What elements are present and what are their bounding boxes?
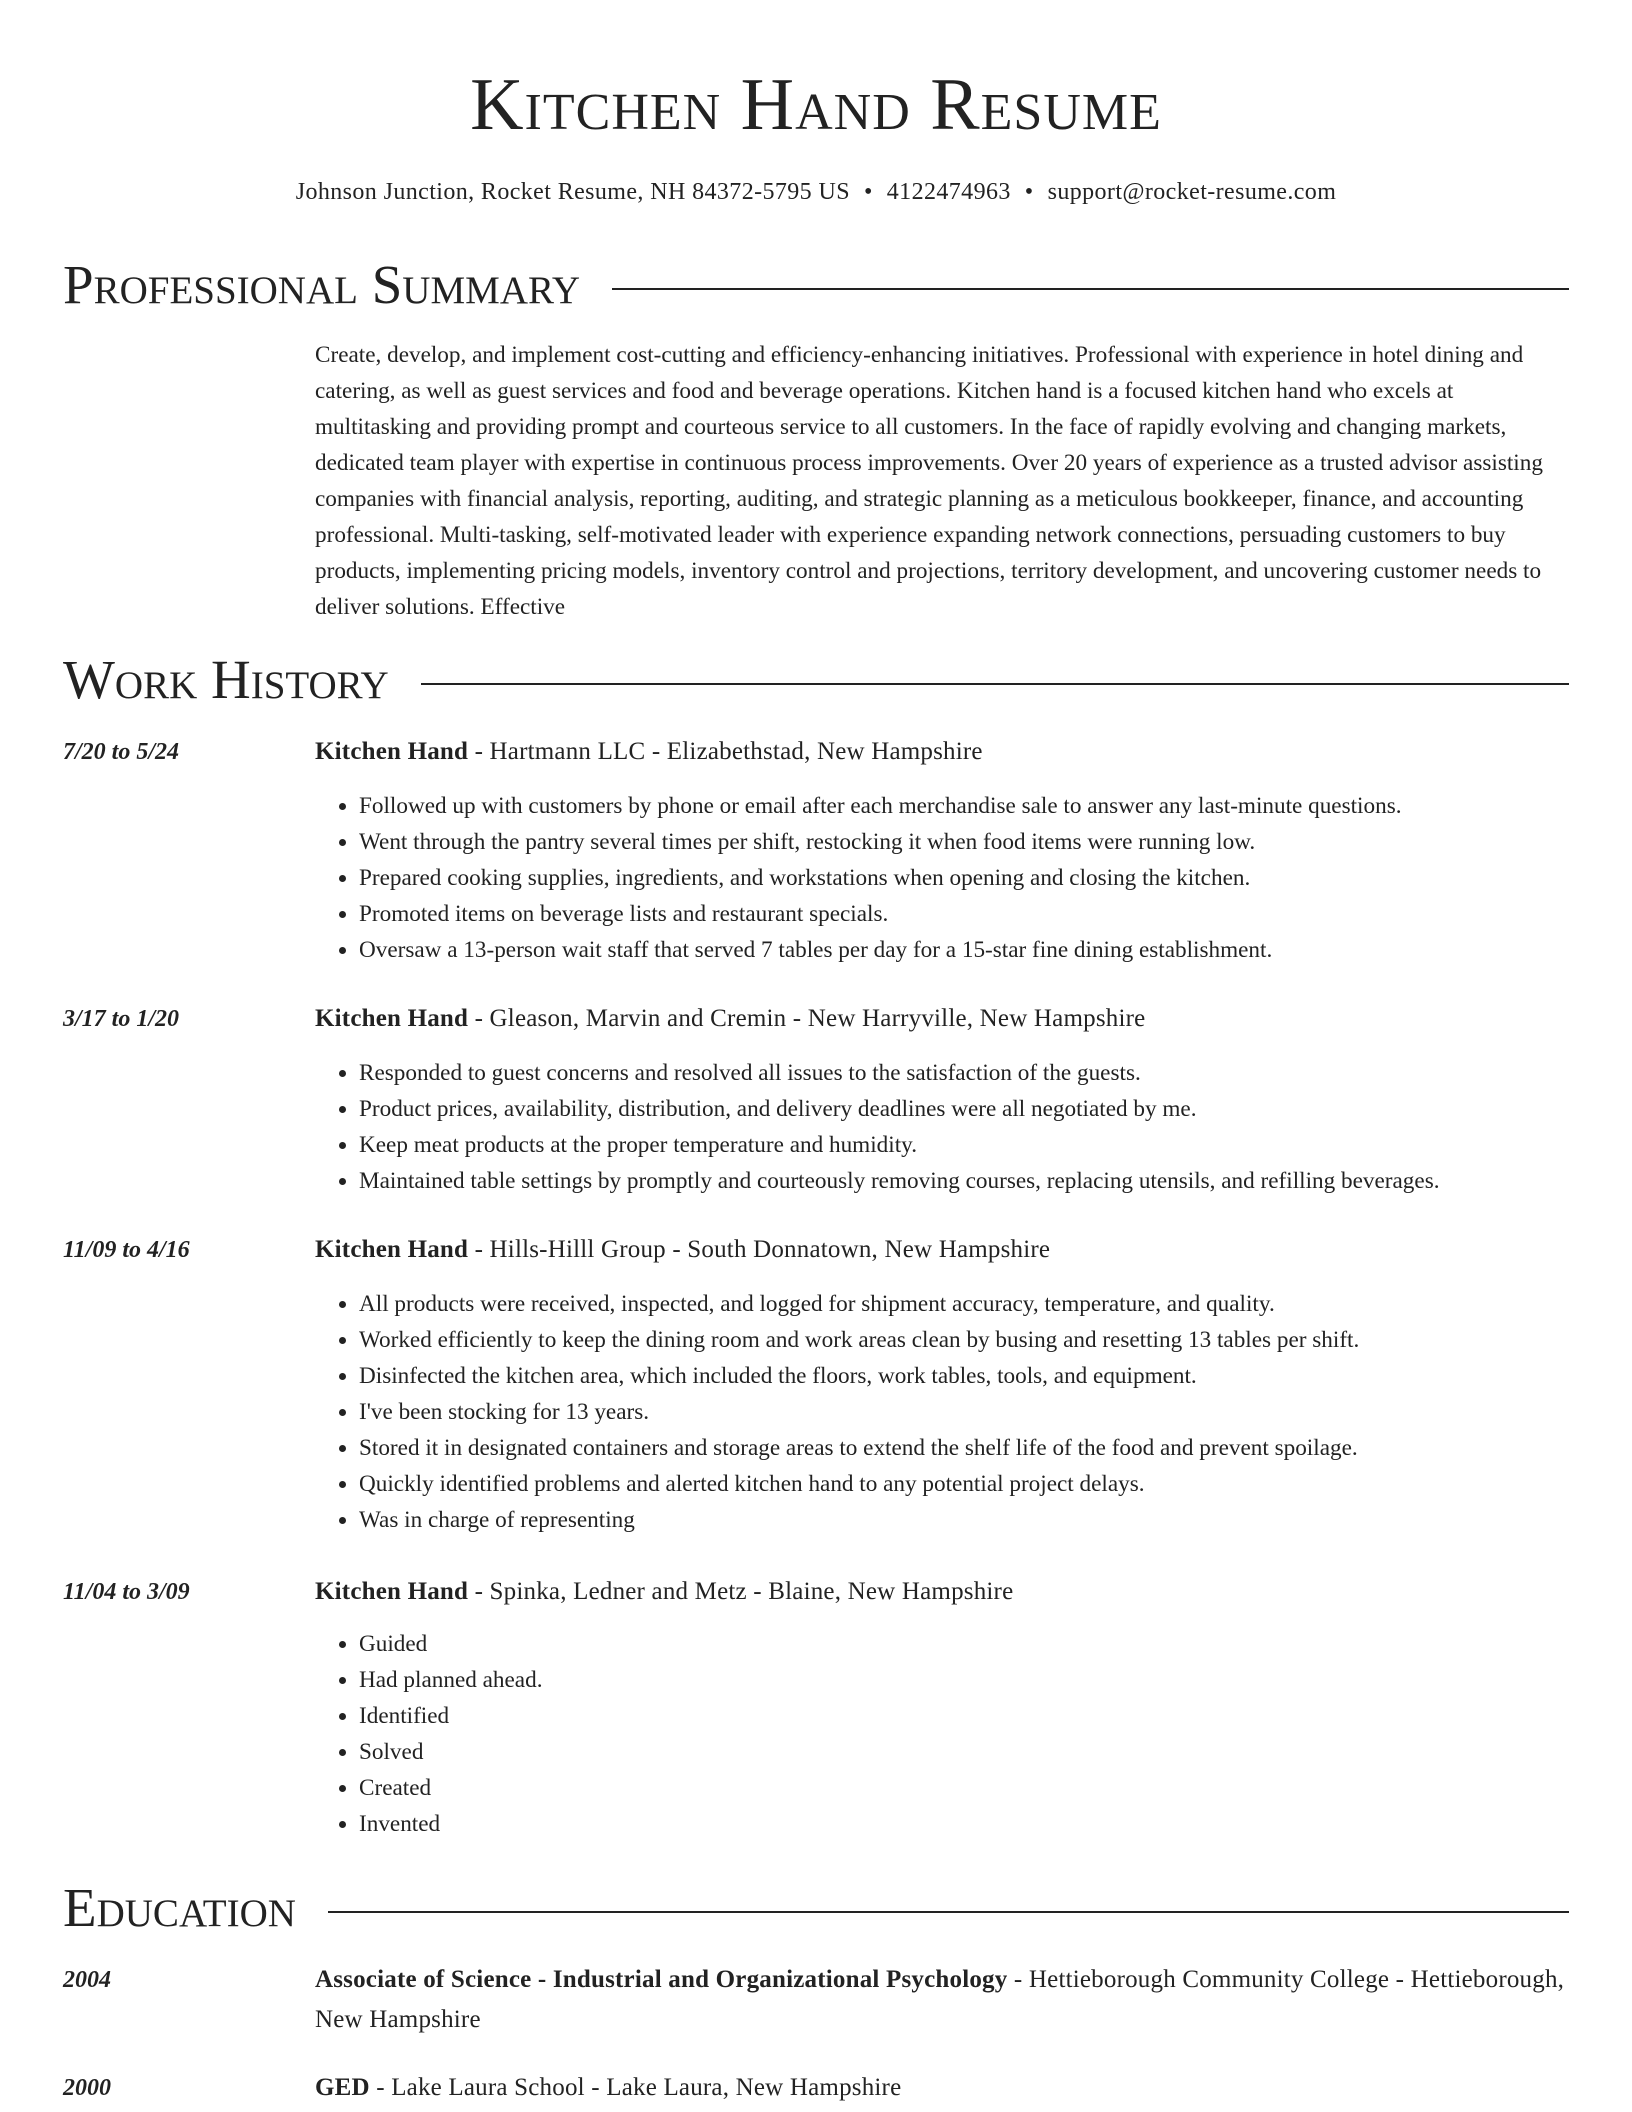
education-details: - Hettieborough Community College - Hettieborough, New Hampshire	[315, 1966, 1565, 2033]
job-headline	[315, 999, 1569, 1039]
job-bullet: • All products were received, inspected, and logged for shipment accuracy, temperature, and quality.	[359, 1286, 1613, 1322]
contact-line	[0, 172, 1632, 212]
section-title: Work History	[63, 645, 421, 715]
job-bullet: • Had planned ahead.	[359, 1662, 1613, 1698]
contact-separator: •	[1024, 179, 1034, 205]
section-title: Professional Summary	[63, 250, 612, 320]
job-bullet: • Worked efficiently to keep the dining room and work areas clean by busing and resetting 13 tables per shift.	[359, 1322, 1613, 1358]
contact-phone: 4122474963	[886, 179, 1011, 205]
contact-address: Johnson Junction, Rocket Resume, NH 84372-5795 US	[295, 179, 850, 205]
job-dates: 11/09 to 4/16	[63, 1237, 190, 1263]
job-bullet: • Invented	[359, 1806, 1613, 1842]
education-headline	[315, 2068, 1569, 2108]
education-degree: Associate of Science - Industrial and Organizational Psychology	[315, 1966, 1008, 1993]
job-details: - Spinka, Ledner and Metz - Blaine, New Hampshire	[468, 1578, 1014, 1605]
education-year: 2000	[63, 2075, 111, 2101]
job-headline	[315, 1572, 1569, 1612]
job-bullet: • Followed up with customers by phone or email after each merchandise sale to answer any last-minute questions.	[359, 788, 1613, 824]
education-headline	[315, 1960, 1569, 2040]
education-degree: GED	[315, 2074, 370, 2101]
summary-text: Create, develop, and implement cost-cutting and efficiency-enhancing initiatives. Professional with experience in hotel dining and catering, as well as guest services and food and beverage operations. Kitchen hand is a focused kitchen hand who excels at multitasking and providing prompt and courteous service to all customers. In the face of rapidly evolving and changing markets, dedicated team player with expertise in continuous process improvements. Over 20 years of experience as a trusted advisor assisting companies with financial analysis, reporting, auditing, and strategic planning as a meticulous bookkeeper, finance, and accounting professional. Multi-tasking, self-motivated leader with experience expanding network connections, persuading customers to buy products, implementing pricing models, inventory control and projections, territory development, and uncovering customer needs to deliver solutions. Effective	[315, 342, 1543, 620]
job-bullet: • Guided	[359, 1626, 1613, 1662]
education-year: 2004	[63, 1967, 111, 1993]
job-details: - Hills-Hilll Group - South Donnatown, New Hampshire	[468, 1236, 1051, 1263]
job-bullet: • Went through the pantry several times per shift, restocking it when food items were running low.	[359, 824, 1613, 860]
job-details: - Hartmann LLC - Elizabethstad, New Hampshire	[468, 738, 983, 765]
job-headline	[315, 1230, 1569, 1270]
job-bullet: • Responded to guest concerns and resolved all issues to the satisfaction of the guests.	[359, 1055, 1613, 1091]
job-bullet: • Product prices, availability, distribution, and delivery deadlines were all negotiated by me.	[359, 1091, 1613, 1127]
job-bullet: • Oversaw a 13-person wait staff that served 7 tables per day for a 15-star fine dining establishment.	[359, 932, 1613, 968]
job-bullet: • Prepared cooking supplies, ingredients, and workstations when opening and closing the kitchen.	[359, 860, 1613, 896]
job-bullet: • Disinfected the kitchen area, which included the floors, work tables, tools, and equipment.	[359, 1358, 1613, 1394]
resume-title: Kitchen Hand Resume	[470, 64, 1162, 146]
job-title: Kitchen Hand	[315, 738, 469, 765]
job-bullet: • Created	[359, 1770, 1613, 1806]
job-bullet: • Maintained table settings by promptly and courteously removing courses, replacing utensils, and refilling beverages.	[359, 1163, 1613, 1199]
section-heading-education	[63, 1873, 1569, 1943]
job-dates: 7/20 to 5/24	[63, 739, 180, 765]
contact-email: support@rocket-resume.com	[1047, 179, 1337, 205]
job-bullet: • I've been stocking for 13 years.	[359, 1394, 1613, 1430]
job-bullet: • Quickly identified problems and alerted kitchen hand to any potential project delays.	[359, 1466, 1613, 1502]
job-bullet: • Keep meat products at the proper temperature and humidity.	[359, 1127, 1613, 1163]
job-title: Kitchen Hand	[315, 1005, 469, 1032]
job-bullet: • Was in charge of representing	[359, 1502, 1613, 1538]
job-bullets	[315, 1055, 1613, 1199]
job-bullet: • Solved	[359, 1734, 1613, 1770]
section-heading-work-history	[63, 645, 1569, 715]
job-bullet: • Stored it in designated containers and storage areas to extend the shelf life of the food and prevent spoilage.	[359, 1430, 1613, 1466]
job-title: Kitchen Hand	[315, 1578, 469, 1605]
job-details: - Gleason, Marvin and Cremin - New Harryville, New Hampshire	[468, 1005, 1146, 1032]
contact-separator: •	[863, 179, 873, 205]
job-bullets	[315, 1626, 1613, 1842]
job-dates: 11/04 to 3/09	[63, 1579, 190, 1605]
job-dates: 3/17 to 1/20	[63, 1006, 180, 1032]
section-heading-summary	[63, 250, 1569, 320]
job-bullet: • Promoted items on beverage lists and restaurant specials.	[359, 896, 1613, 932]
job-bullet: • Identified	[359, 1698, 1613, 1734]
job-title: Kitchen Hand	[315, 1236, 469, 1263]
job-bullets	[315, 788, 1613, 968]
section-title: Education	[63, 1873, 328, 1943]
job-headline	[315, 732, 1569, 772]
job-bullets	[315, 1286, 1613, 1538]
education-details: - Lake Laura School - Lake Laura, New Hampshire	[369, 2074, 902, 2101]
